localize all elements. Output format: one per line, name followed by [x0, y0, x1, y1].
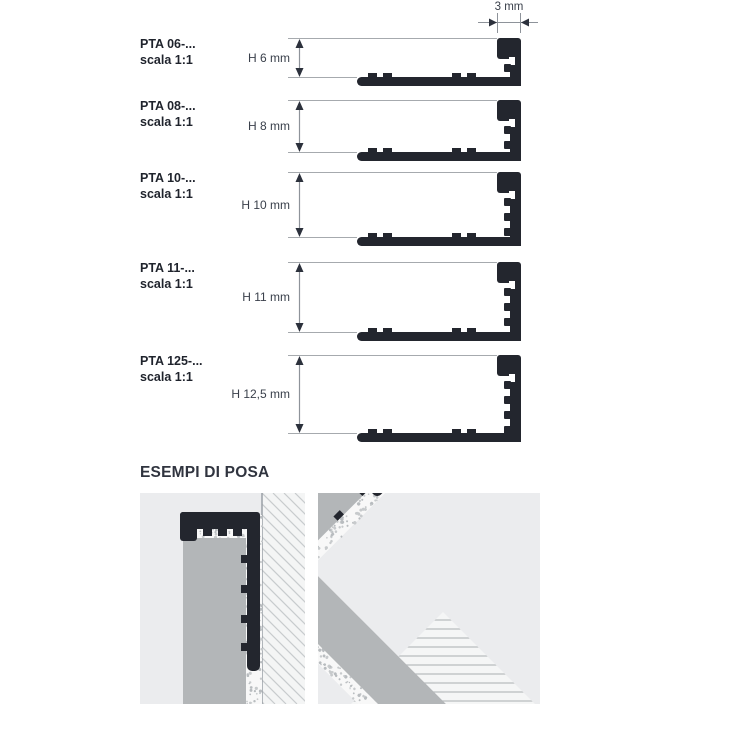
- profile-row-label: [140, 353, 260, 385]
- profile-section-PTA 10-...: [288, 172, 521, 246]
- profile-name: PTA 10-...: [140, 171, 196, 185]
- top-dimension-label: 3 mm: [494, 1, 524, 13]
- profile-scale: scala 1:1: [140, 53, 193, 67]
- profile-section-PTA 06-...: [288, 38, 521, 86]
- profile-scale: scala 1:1: [140, 115, 193, 129]
- profile-scale: scala 1:1: [140, 277, 193, 291]
- height-dimension-label: H 8 mm: [248, 119, 290, 133]
- profile-section-PTA 08-...: [288, 100, 521, 161]
- top-dimension-3mm: [478, 13, 538, 33]
- tile-body: [183, 538, 246, 704]
- example-wall-termination-diagram: [140, 493, 305, 704]
- profile-scale: scala 1:1: [140, 187, 193, 201]
- examples-heading: ESEMPI DI POSA: [140, 464, 270, 481]
- height-dimension-label: H 10 mm: [241, 197, 290, 212]
- height-dimension-label: H 6 mm: [248, 50, 290, 65]
- profile-row-label: [140, 260, 260, 292]
- example-external-corner-diagram: [318, 493, 540, 704]
- profile-name: PTA 11-...: [140, 261, 195, 275]
- profile-section-PTA 11-...: [288, 262, 521, 341]
- height-dimension-label: H 11 mm: [242, 290, 290, 304]
- profile-name: PTA 125-...: [140, 354, 203, 368]
- profile-name: PTA 08-...: [140, 99, 196, 113]
- profile-name: PTA 06-...: [140, 37, 196, 51]
- height-dimension-label: H 12,5 mm: [231, 387, 290, 401]
- profile-scale: scala 1:1: [140, 370, 193, 384]
- profile-section-PTA 125-...: [288, 355, 521, 442]
